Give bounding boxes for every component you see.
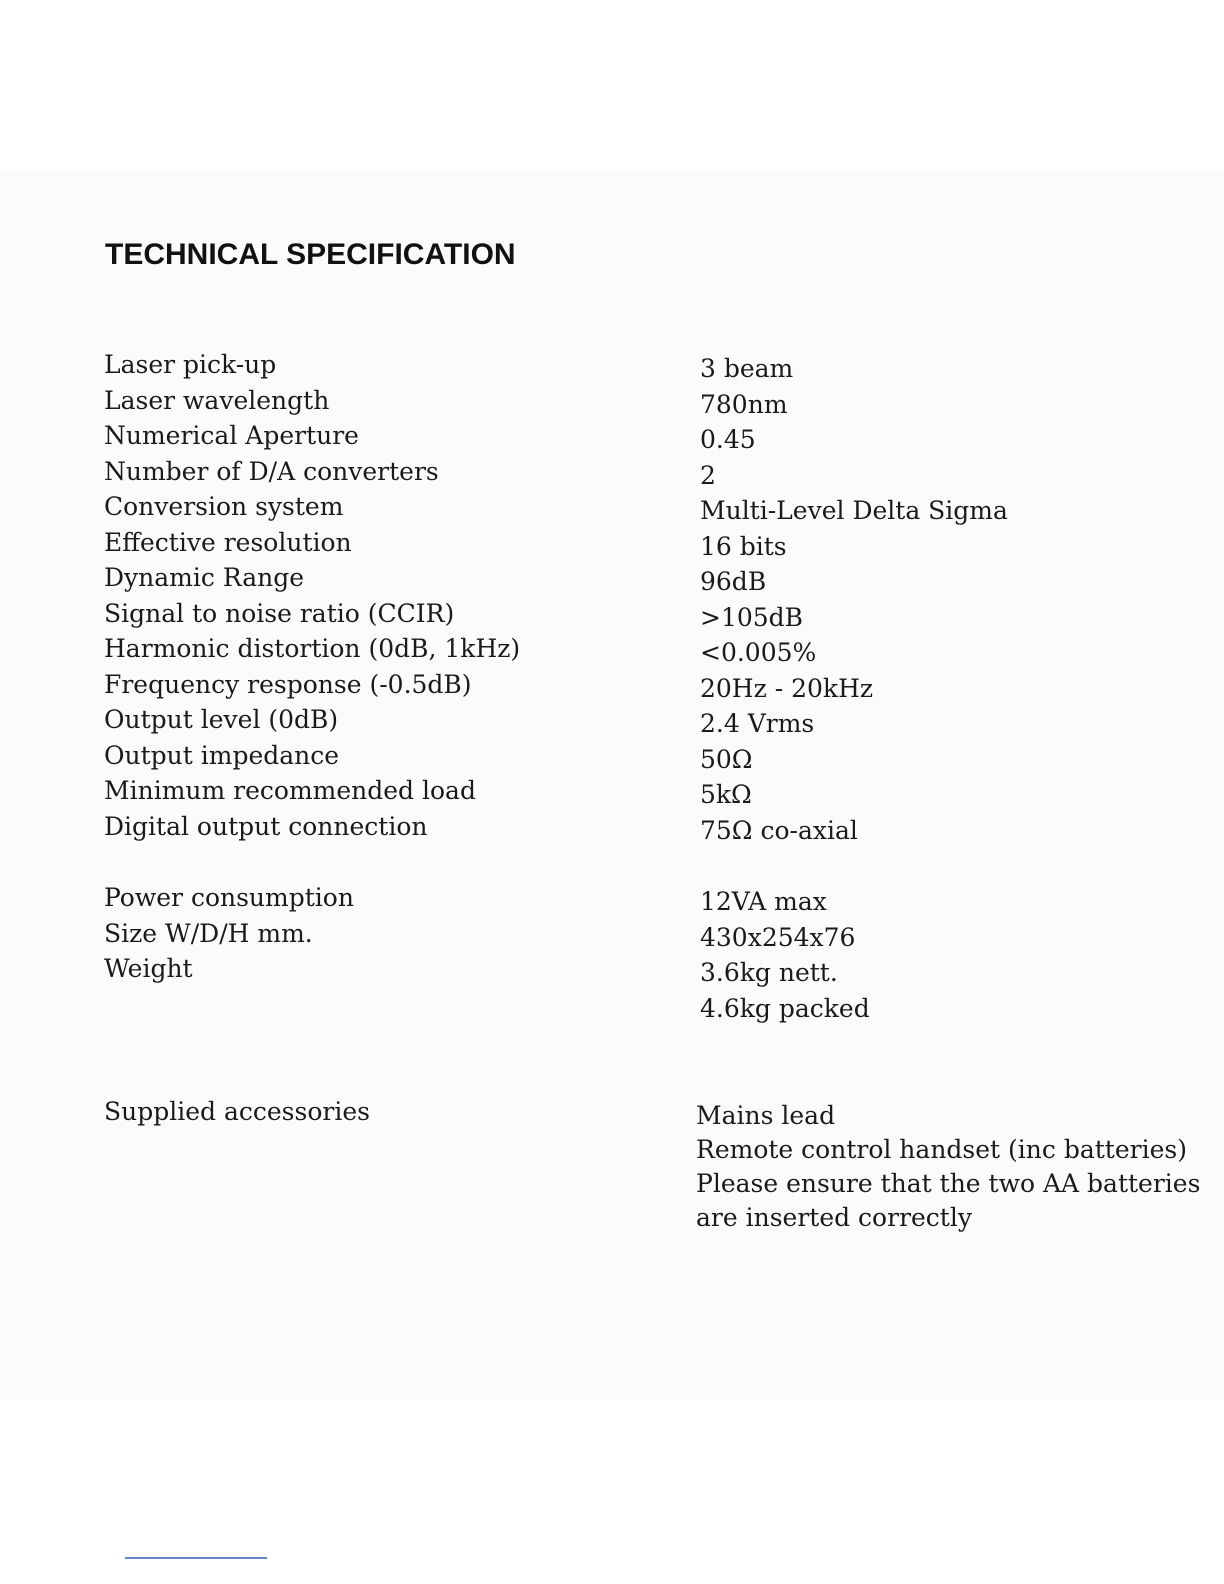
spec-value: 0.45 xyxy=(700,425,756,454)
spec-label: Laser pick-up xyxy=(104,350,277,379)
size-value: 430x254x76 xyxy=(700,922,856,952)
spec-value: 3 beam xyxy=(700,354,794,383)
accessories-label: Supplied accessories xyxy=(104,1097,370,1126)
spec-value: 16 bits xyxy=(700,531,787,561)
spec-label: Minimum recommended load xyxy=(104,776,476,805)
size-label: Size W/D/H mm. xyxy=(104,918,313,948)
footer-rule xyxy=(125,1557,267,1559)
spec-values-column xyxy=(700,351,1008,848)
power-consumption-value: 12VA max xyxy=(700,887,827,916)
spec-label: Numerical Aperture xyxy=(104,421,359,450)
spec-value: 5kΩ xyxy=(700,780,752,809)
spec-value: 780nm xyxy=(700,389,788,419)
spec-label: Conversion system xyxy=(104,492,344,521)
physical-labels-column xyxy=(104,880,354,987)
weight-nett-value: 3.6kg nett. xyxy=(700,958,838,987)
spec-label: Digital output connection xyxy=(104,811,428,841)
spec-value: 2.4 Vrms xyxy=(700,709,815,738)
spec-label: Number of D/A converters xyxy=(104,456,439,486)
power-consumption-label: Power consumption xyxy=(104,883,354,912)
weight-packed-value: 4.6kg packed xyxy=(700,993,870,1023)
spec-label: Signal to noise ratio (CCIR) xyxy=(104,598,455,628)
spec-value: 2 xyxy=(700,460,716,490)
accessories-label-column xyxy=(104,1094,370,1130)
spec-value: >105dB xyxy=(700,602,804,632)
spec-label: Output impedance xyxy=(104,740,340,770)
spec-value: 96dB xyxy=(700,567,767,596)
spec-value: 75Ω co-axial xyxy=(700,815,858,845)
accessory-line: Please ensure that the two AA batteries xyxy=(696,1169,1201,1198)
accessories-list xyxy=(696,1098,1200,1234)
spec-value: 50Ω xyxy=(700,744,753,774)
spec-label: Dynamic Range xyxy=(104,563,305,592)
spec-label: Effective resolution xyxy=(104,527,352,557)
spec-label: Frequency response (-0.5dB) xyxy=(104,669,472,699)
accessory-line: Mains lead xyxy=(696,1101,836,1130)
spec-value: Multi-Level Delta Sigma xyxy=(700,496,1008,525)
spec-value: 20Hz - 20kHz xyxy=(700,673,874,703)
spec-labels-column xyxy=(104,347,520,844)
accessory-line: Remote control handset (inc batteries) xyxy=(696,1135,1187,1164)
physical-values-column xyxy=(700,884,870,1026)
page-title: TECHNICAL SPECIFICATION xyxy=(105,238,516,271)
spec-label: Output level (0dB) xyxy=(104,705,339,734)
spec-label: Harmonic distortion (0dB, 1kHz) xyxy=(104,634,521,663)
accessory-line: are inserted correctly xyxy=(696,1203,972,1232)
spec-value: <0.005% xyxy=(700,638,817,667)
spec-label: Laser wavelength xyxy=(104,385,330,415)
weight-label: Weight xyxy=(104,954,193,983)
